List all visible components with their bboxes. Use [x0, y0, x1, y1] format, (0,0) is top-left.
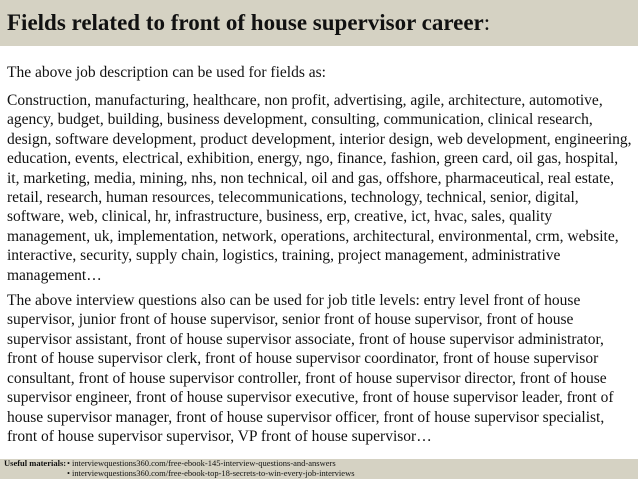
intro-text: The above job description can be used for fields as:	[7, 64, 326, 81]
footer-row-2	[4, 469, 638, 479]
footer-link-2[interactable]: interviewquestions360.com/free-ebook-top-18-secrets-to-win-every-job-interviews	[71, 467, 355, 478]
page-title: Fields related to front of house supervisor career	[7, 10, 484, 35]
job-levels-paragraph: The above interview questions also can be used for job title levels: entry level front of house supervisor, junior front of house supervisor, senior front of house supervisor, front of house supervisor assistant, front of house supervisor associate, front of house supervisor administrator, front of house supervisor clerk, front of house supervisor coordinator, front of house supervisor consultant, front of house supervisor controller, front of house supervisor director, front of house supervisor engineer, front of house supervisor executive, front of house supervisor leader, front of house supervisor manager, front of house supervisor officer, front of house supervisor specialist, front of house supervisor supervisor, VP front of house supervisor…	[7, 292, 614, 445]
bullet-icon: •	[67, 467, 70, 478]
bullet-icon: •	[67, 458, 70, 468]
page-title-colon: :	[483, 10, 491, 35]
footer-bar	[0, 459, 638, 479]
footer-label	[4, 459, 67, 469]
title-bar	[0, 0, 638, 46]
footer-label-text: Useful materials	[4, 458, 64, 468]
footer-link-1[interactable]: interviewquestions360.com/free-ebook-145-interview-questions-and-answers	[71, 458, 336, 468]
main-content	[7, 63, 633, 446]
fields-paragraph: Construction, manufacturing, healthcare, non profit, advertising, agile, architecture, automotive, agency, budget, building, business development, consulting, communication, clinical research, design, software development, product development, interior design, web development, engineering, education, events, electrical, exhibition, energy, ngo, finance, fashion, green card, oil gas, hospital, it, marketing, media, mining, nhs, non technical, oil and gas, offshore, pharmaceutical, real estate, retail, research, human resources, telecommunications, technology, technical, senior, digital, software, web, clinical, hr, infrastructure, business, erp, creative, ict, hvac, sales, quality management, uk, implementation, network, operations, architectural, environmental, crm, website, interactive, security, supply chain, logistics, training, project management, administrative management…	[7, 92, 632, 284]
footer-label-colon: :	[63, 458, 67, 468]
